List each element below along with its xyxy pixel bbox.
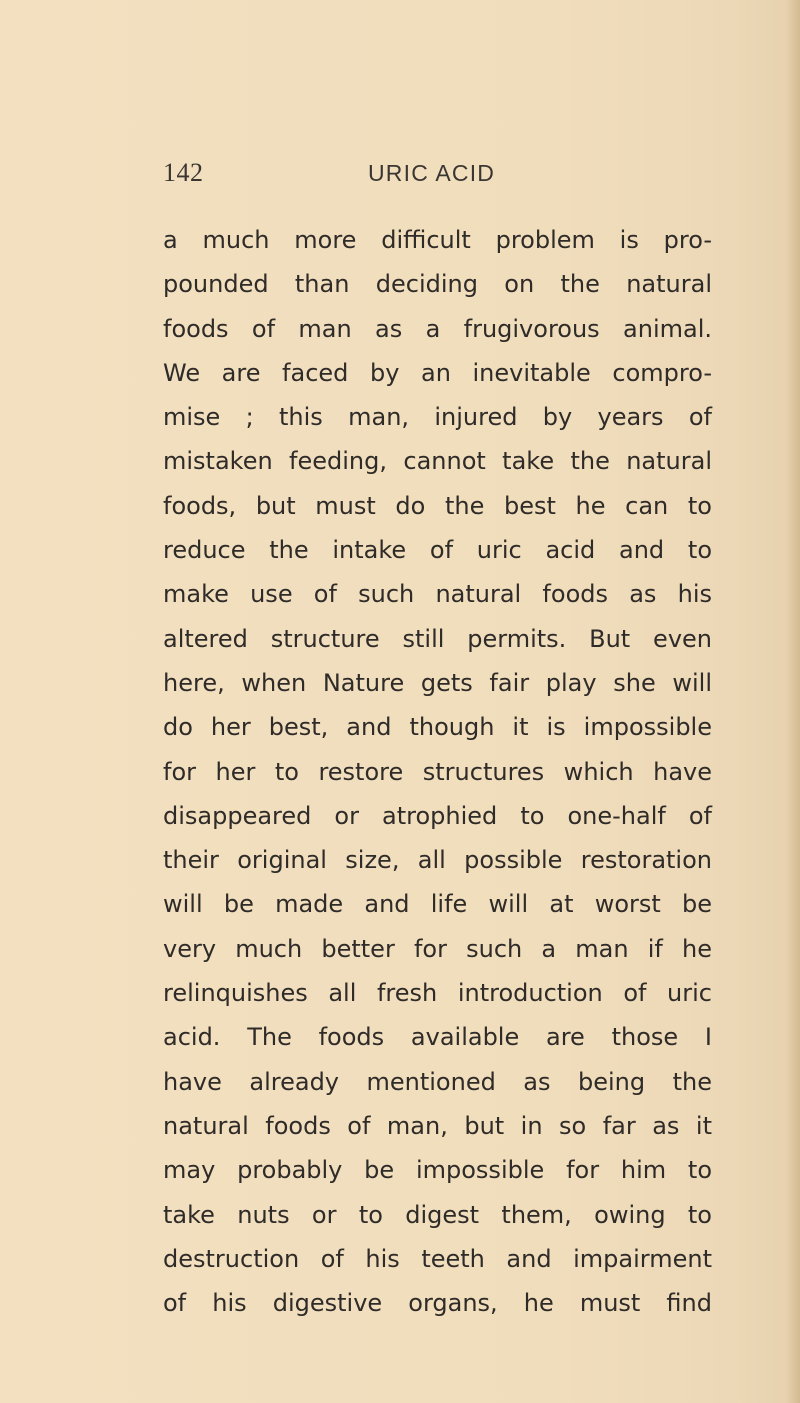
text-line: may probably be impossible for him to xyxy=(163,1156,712,1185)
page-number: 142 xyxy=(163,158,204,187)
text-line: mistaken feeding, cannot take the natural xyxy=(163,447,712,476)
text-line: make use of such natural foods as his xyxy=(163,580,712,609)
text-line: reduce the intake of uric acid and to xyxy=(163,536,712,565)
text-line: destruction of his teeth and impairment xyxy=(163,1244,712,1273)
text-line: foods of man as a frugivorous animal. xyxy=(163,314,712,343)
text-line: disappeared or atrophied to one-half of xyxy=(163,801,712,830)
text-line: natural foods of man, but in so far as it xyxy=(163,1111,712,1140)
text-line: a much more difficult problem is pro- xyxy=(163,226,712,254)
text-line: very much better for such a man if he xyxy=(163,934,712,963)
body-paragraph xyxy=(163,218,712,1325)
text-line: mise ; this man, injured by years of xyxy=(163,403,712,432)
text-line: foods, but must do the best he can to xyxy=(163,491,712,520)
text-line: pounded than deciding on the natural xyxy=(163,270,712,299)
text-line: do her best, and though it is impossible xyxy=(163,713,712,742)
running-head xyxy=(0,158,800,198)
running-title: URIC ACID xyxy=(368,160,496,186)
page-edge-shadow xyxy=(786,0,800,1403)
text-line: of his digestive organs, he must find xyxy=(163,1289,712,1318)
text-line: take nuts or to digest them, owing to xyxy=(163,1200,712,1229)
text-line: We are faced by an inevitable compro- xyxy=(163,358,712,387)
text-line: for her to restore structures which have xyxy=(163,757,712,786)
text-line: will be made and life will at worst be xyxy=(163,890,712,919)
text-line: their original size, all possible restoration xyxy=(163,846,712,875)
text-line: altered structure still permits. But even xyxy=(163,624,712,653)
text-line: relinquishes all fresh introduction of uric xyxy=(163,979,712,1008)
text-line: here, when Nature gets fair play she will xyxy=(163,668,712,697)
text-line: have already mentioned as being the xyxy=(163,1067,712,1096)
text-line: acid. The foods available are those I xyxy=(163,1023,712,1052)
